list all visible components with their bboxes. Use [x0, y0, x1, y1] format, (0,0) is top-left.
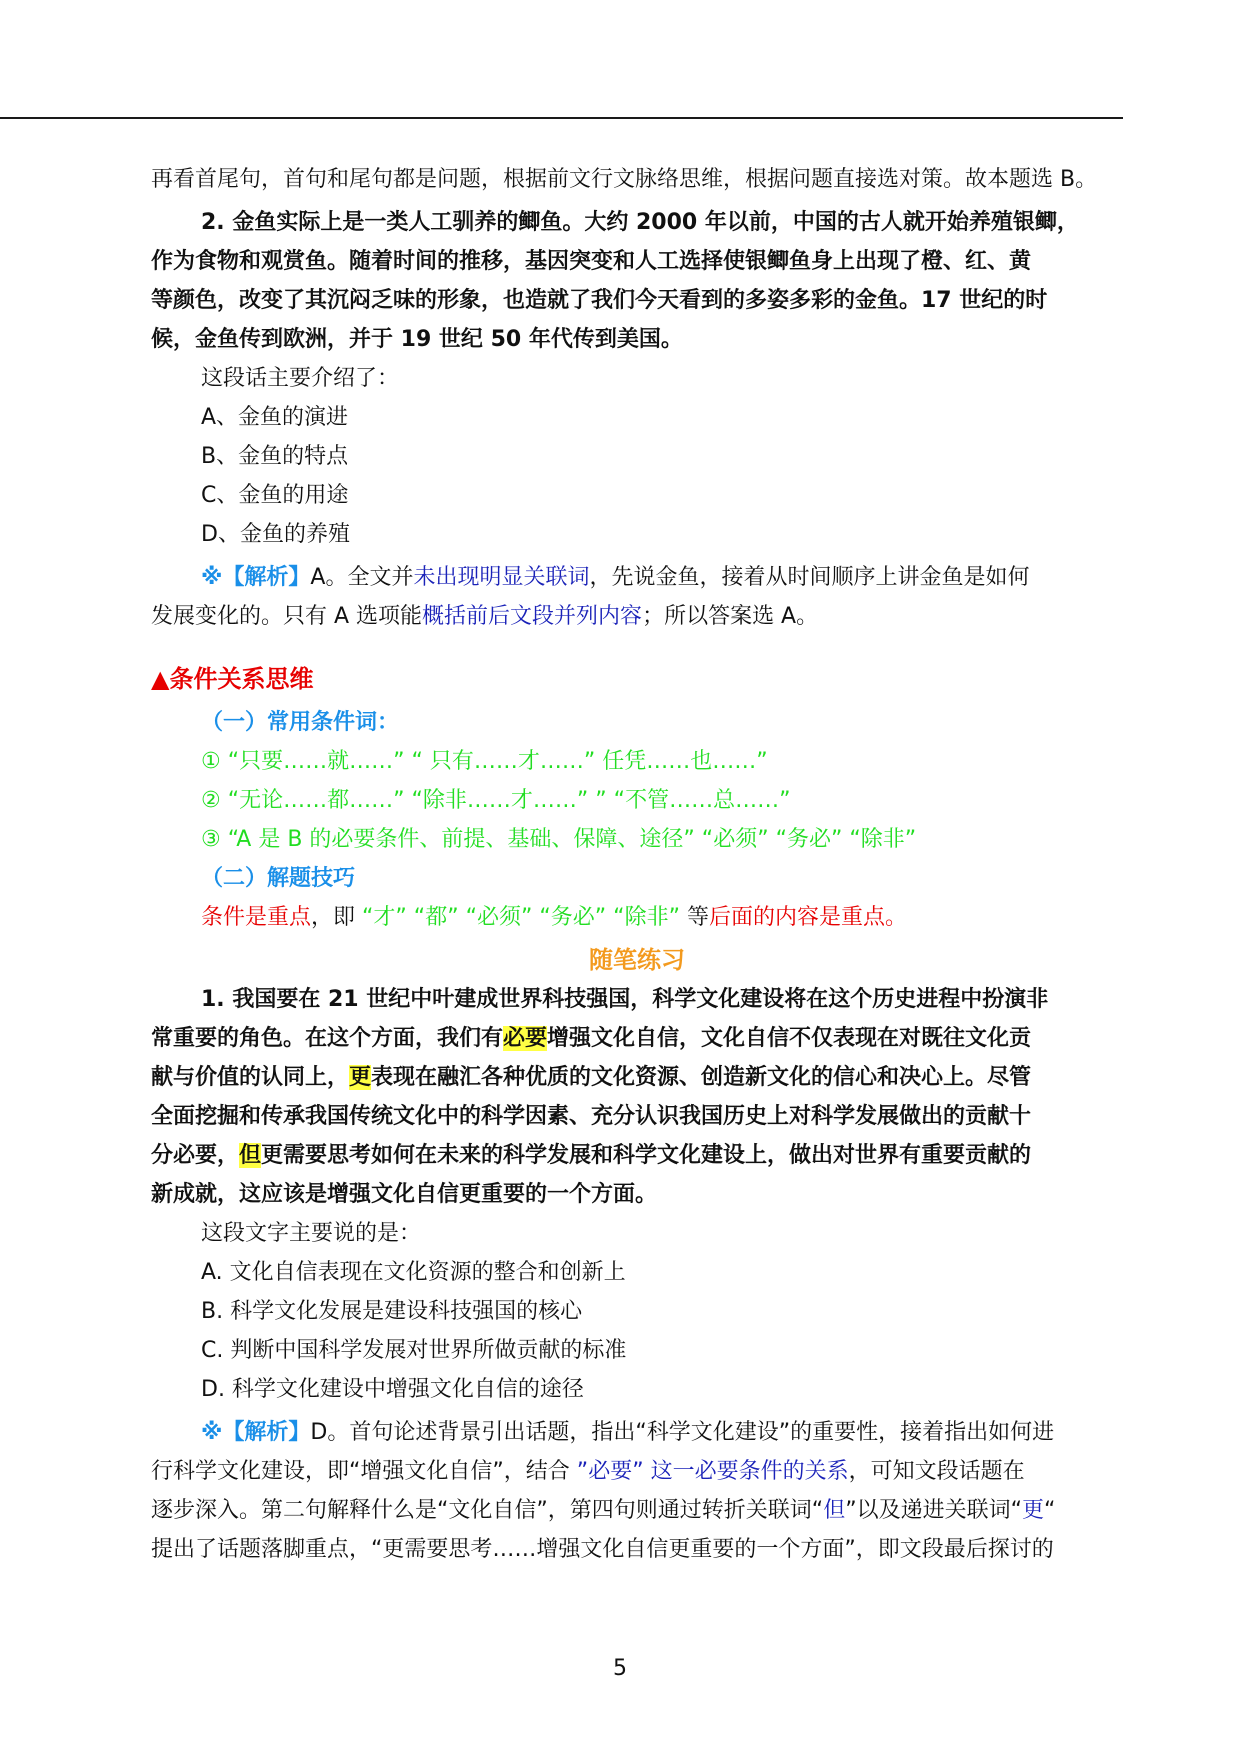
analysis-text: A。全文并: [310, 565, 414, 590]
analysis-line: [151, 1413, 1123, 1452]
analysis-label: ※【解析】: [201, 565, 311, 590]
document-page: [151, 160, 1123, 1569]
page-number: 5: [613, 1656, 627, 1681]
key-phrase: 概括前后文段并列内容: [422, 604, 643, 629]
condition-item: ② “无论……都……” “除非……才……” ” “不管……总……”: [201, 788, 791, 813]
question-2-prompt: 这段话主要介绍了：: [201, 366, 400, 391]
analysis-text: ”以及递进关联词“: [845, 1498, 1023, 1523]
practice-question-1: [151, 980, 1123, 1569]
tip-text: ，即: [311, 905, 363, 930]
analysis-line: [151, 1491, 1123, 1530]
practice-text: 献与价值的认同上，: [151, 1065, 350, 1090]
question-2-line: 作为食物和观赏鱼。随着时间的推移，基因突变和人工选择使银鲫鱼身上出现了橙、红、黄: [151, 249, 1032, 274]
analysis-text: ，先说金鱼，接着从时间顺序上讲金鱼是如何: [589, 565, 1030, 590]
option-c: C、金鱼的用途: [201, 483, 349, 508]
practice-line: [151, 1058, 1123, 1097]
practice-prompt: 这段文字主要说的是：: [201, 1221, 422, 1246]
key-phrase: 更: [1022, 1498, 1045, 1523]
condition-section: [151, 704, 1123, 937]
tip-text: 等: [679, 905, 709, 930]
practice-text: 常重要的角色。在这个方面，我们有: [151, 1026, 504, 1051]
option-d: D、金鱼的养殖: [201, 522, 350, 547]
question-2-line: 等颜色，改变了其沉闷乏味的形象，也造就了我们今天看到的多姿多彩的金鱼。17 世纪的时: [151, 288, 1048, 313]
section-title: ▲条件关系思维: [151, 665, 314, 693]
practice-line: [151, 1136, 1123, 1175]
practice-title: 随笔练习: [589, 946, 685, 974]
option-a: A、金鱼的演进: [201, 405, 349, 430]
analysis-line: [151, 1452, 1123, 1491]
practice-line: 全面挖掘和传承我国传统文化中的科学因素、充分认识我国历史上对科学发展做出的贡献十: [151, 1104, 1032, 1129]
practice-text: 表现在融汇各种优质的文化资源、创造新文化的信心和决心上。尽管: [371, 1065, 1032, 1090]
key-phrase: 未出现明显关联词: [413, 565, 590, 590]
practice-text: 增强文化自信，文化自信不仅表现在对既往文化贡: [547, 1026, 1032, 1051]
subheading-techniques: （二）解题技巧: [201, 866, 356, 891]
intro-paragraph: 再看首尾句，首句和尾句都是问题，根据前文行文脉络思维，根据问题直接选对策。故本题选 B。: [151, 167, 1098, 192]
analysis-line: 提出了话题落脚重点，“更需要思考……增强文化自信更重要的一个方面”，即文段最后探讨的: [151, 1537, 1054, 1562]
analysis-line: [151, 597, 1123, 636]
highlighted-word: 更: [349, 1065, 372, 1090]
practice-line: [151, 1019, 1123, 1058]
tip-emphasis: 后面的内容是重点。: [708, 905, 907, 930]
analysis-text: “: [1044, 1498, 1056, 1523]
option-c: C. 判断中国科学发展对世界所做贡献的标准: [201, 1338, 627, 1363]
analysis-text: ；所以答案选 A。: [642, 604, 819, 629]
practice-line: 1. 我国要在 21 世纪中叶建成世界科技强国，科学文化建设将在这个历史进程中扮演非: [201, 987, 1049, 1012]
analysis-text: D。首句论述背景引出话题，指出“科学文化建设”的重要性，接着指出如何进: [310, 1420, 1055, 1445]
question-2: [151, 203, 1123, 636]
option-a: A. 文化自信表现在文化资源的整合和创新上: [201, 1260, 626, 1285]
header-rule: [0, 117, 1123, 119]
option-b: B、金鱼的特点: [201, 444, 349, 469]
question-2-line: 2. 金鱼实际上是一类人工驯养的鲫鱼。大约 2000 年以前，中国的古人就开始养殖银鲫，: [201, 210, 1079, 235]
condition-item: ① “只要……就……” “ 只有……才……” 任凭……也……”: [201, 749, 768, 774]
condition-item: ③ “A 是 B 的必要条件、前提、基础、保障、途径” “必须” “务必” “除非”: [201, 827, 917, 852]
analysis-line: [151, 558, 1123, 597]
practice-text: 更需要思考如何在未来的科学发展和科学文化建设上，做出对世界有重要贡献的: [261, 1143, 1032, 1168]
tip-condition-words: “才” “都” “必须” “务必” “除非”: [362, 905, 680, 930]
highlighted-word: 必要: [503, 1026, 548, 1051]
option-b: B. 科学文化发展是建设科技强国的核心: [201, 1299, 583, 1324]
option-d: D. 科学文化建设中增强文化自信的途径: [201, 1377, 584, 1402]
analysis-text: 发展变化的。只有 A 选项能: [151, 604, 423, 629]
analysis-text: 行科学文化建设，即“增强文化自信”，结合: [151, 1459, 577, 1484]
practice-line: 新成就，这应该是增强文化自信更重要的一个方面。: [151, 1182, 658, 1207]
tip-emphasis: 条件是重点: [201, 905, 312, 930]
key-phrase: 但: [823, 1498, 846, 1523]
analysis-text: ，可知文段话题在: [848, 1459, 1025, 1484]
analysis-text: 逐步深入。第二句解释什么是“文化自信”，第四句则通过转折关联词“: [151, 1498, 824, 1523]
technique-tip: [151, 898, 1123, 937]
practice-text: 分必要，: [151, 1143, 240, 1168]
highlighted-word: 但: [239, 1143, 262, 1168]
question-2-line: 候，金鱼传到欧洲，并于 19 世纪 50 年代传到美国。: [151, 327, 683, 352]
subheading-common-words: （一）常用条件词：: [201, 710, 400, 735]
key-phrase: ”必要” 这一必要条件的关系: [576, 1459, 849, 1484]
analysis-label: ※【解析】: [201, 1420, 311, 1445]
